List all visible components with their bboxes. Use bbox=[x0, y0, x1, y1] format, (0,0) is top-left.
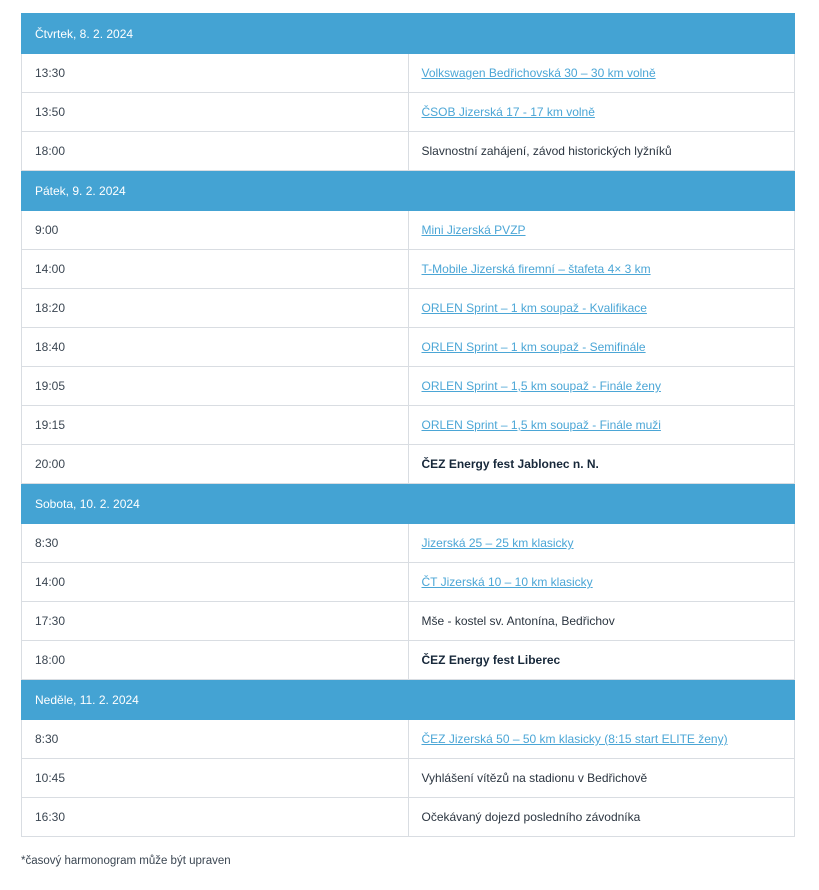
event-time: 9:00 bbox=[22, 211, 409, 250]
event-time: 16:30 bbox=[22, 798, 409, 837]
event-cell bbox=[408, 328, 795, 367]
day-header-row bbox=[22, 14, 795, 54]
event-row bbox=[22, 250, 795, 289]
event-title: Vyhlášení vítězů na stadionu v Bedřichově bbox=[421, 771, 648, 785]
event-link[interactable]: ORLEN Sprint – 1 km soupaž - Semifinále bbox=[421, 340, 646, 354]
event-link[interactable]: ČEZ Jizerská 50 – 50 km klasicky (8:15 start ELITE ženy) bbox=[421, 732, 728, 746]
event-time: 18:00 bbox=[22, 641, 409, 680]
event-cell bbox=[408, 93, 795, 132]
event-cell bbox=[408, 641, 795, 680]
event-cell bbox=[408, 367, 795, 406]
day-header-row bbox=[22, 484, 795, 524]
event-link[interactable]: Mini Jizerská PVZP bbox=[421, 223, 526, 237]
footnote: *časový harmonogram může být upraven bbox=[21, 855, 231, 867]
event-row bbox=[22, 720, 795, 759]
event-title: ČEZ Energy fest Jablonec n. N. bbox=[421, 457, 599, 471]
event-time: 13:30 bbox=[22, 54, 409, 93]
event-cell bbox=[408, 563, 795, 602]
event-row bbox=[22, 93, 795, 132]
event-row bbox=[22, 367, 795, 406]
day-header: Neděle, 11. 2. 2024 bbox=[22, 680, 795, 720]
day-header-row bbox=[22, 680, 795, 720]
event-link[interactable]: Volkswagen Bedřichovská 30 – 30 km volně bbox=[421, 66, 656, 80]
event-row bbox=[22, 602, 795, 641]
event-link[interactable]: ORLEN Sprint – 1,5 km soupaž - Finále muži bbox=[421, 418, 661, 432]
event-cell bbox=[408, 602, 795, 641]
event-title: Mše - kostel sv. Antonína, Bedřichov bbox=[421, 614, 615, 628]
event-row bbox=[22, 798, 795, 837]
event-cell bbox=[408, 798, 795, 837]
event-cell bbox=[408, 720, 795, 759]
event-row bbox=[22, 406, 795, 445]
event-row bbox=[22, 759, 795, 798]
event-cell bbox=[408, 524, 795, 563]
event-row bbox=[22, 289, 795, 328]
schedule bbox=[21, 13, 795, 837]
event-row bbox=[22, 524, 795, 563]
event-link[interactable]: T-Mobile Jizerská firemní – štafeta 4× 3 km bbox=[421, 262, 651, 276]
event-time: 19:05 bbox=[22, 367, 409, 406]
event-link[interactable]: ČSOB Jizerská 17 - 17 km volně bbox=[421, 105, 595, 119]
event-cell bbox=[408, 289, 795, 328]
event-row bbox=[22, 445, 795, 484]
event-row bbox=[22, 54, 795, 93]
event-time: 20:00 bbox=[22, 445, 409, 484]
event-title: ČEZ Energy fest Liberec bbox=[421, 653, 561, 667]
event-time: 18:00 bbox=[22, 132, 409, 171]
day-header-row bbox=[22, 171, 795, 211]
event-link[interactable]: ČT Jizerská 10 – 10 km klasicky bbox=[421, 575, 593, 589]
event-row bbox=[22, 563, 795, 602]
event-cell bbox=[408, 211, 795, 250]
event-title: Slavnostní zahájení, závod historických lyžníků bbox=[421, 144, 672, 158]
event-time: 17:30 bbox=[22, 602, 409, 641]
event-time: 13:50 bbox=[22, 93, 409, 132]
day-header: Čtvrtek, 8. 2. 2024 bbox=[22, 14, 795, 54]
event-time: 14:00 bbox=[22, 563, 409, 602]
event-time: 19:15 bbox=[22, 406, 409, 445]
event-time: 8:30 bbox=[22, 524, 409, 563]
day-header: Sobota, 10. 2. 2024 bbox=[22, 484, 795, 524]
event-cell bbox=[408, 759, 795, 798]
event-time: 18:40 bbox=[22, 328, 409, 367]
event-cell bbox=[408, 250, 795, 289]
event-time: 8:30 bbox=[22, 720, 409, 759]
event-time: 18:20 bbox=[22, 289, 409, 328]
event-cell bbox=[408, 132, 795, 171]
event-cell bbox=[408, 54, 795, 93]
event-title: Očekávaný dojezd posledního závodníka bbox=[421, 810, 641, 824]
schedule-table bbox=[21, 13, 795, 837]
event-row bbox=[22, 211, 795, 250]
day-header: Pátek, 9. 2. 2024 bbox=[22, 171, 795, 211]
event-row bbox=[22, 328, 795, 367]
event-row bbox=[22, 132, 795, 171]
event-link[interactable]: ORLEN Sprint – 1,5 km soupaž - Finále ženy bbox=[421, 379, 661, 393]
event-time: 14:00 bbox=[22, 250, 409, 289]
event-row bbox=[22, 641, 795, 680]
event-cell bbox=[408, 406, 795, 445]
event-time: 10:45 bbox=[22, 759, 409, 798]
event-link[interactable]: ORLEN Sprint – 1 km soupaž - Kvalifikace bbox=[421, 301, 647, 315]
event-cell bbox=[408, 445, 795, 484]
event-link[interactable]: Jizerská 25 – 25 km klasicky bbox=[421, 536, 574, 550]
